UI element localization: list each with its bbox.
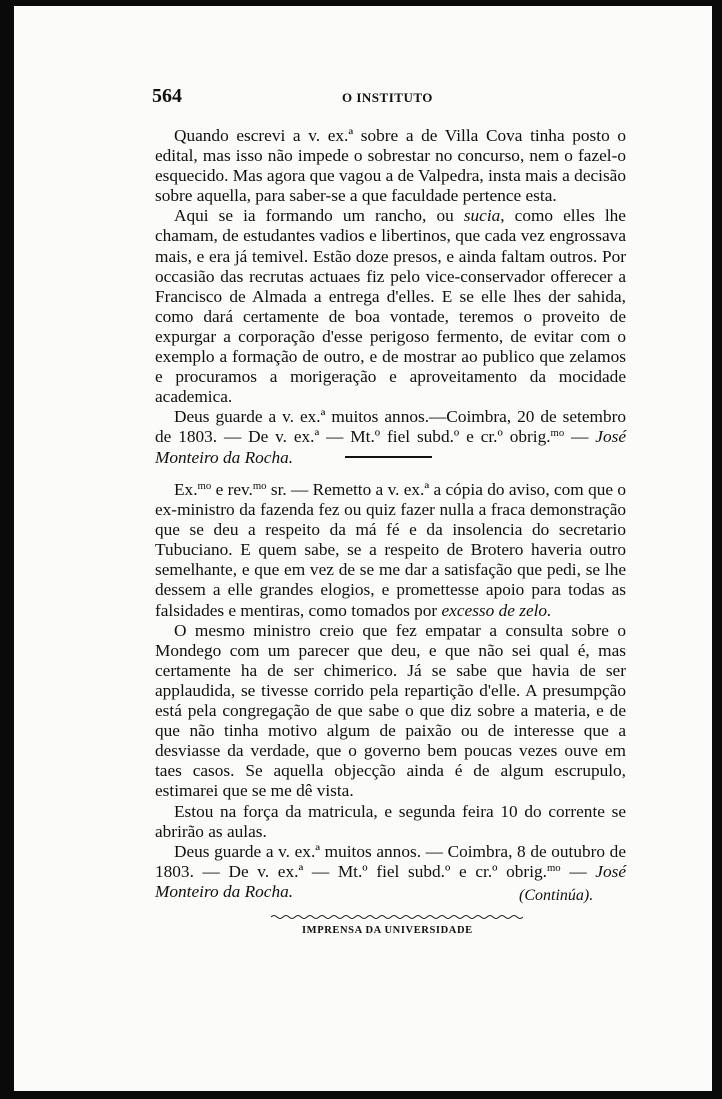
letter-2-closing-text: Deus guarde a v. ex.ª muitos annos. — Coimbra, 8 de outubro de 1803. — De v. ex.ª — Mt.º fiel subd.º e cr.º obrig. xyxy=(155,841,626,881)
letter-1-closing-dash: — xyxy=(564,427,596,447)
continuation-note: (Continúa). xyxy=(519,887,594,904)
letter-2-paragraph-2: O mesmo ministro creio que fez empatar a consulta sobre o Mondego com um parecer que deu, e que não sei qual é, mas certamente ha de ser chimerico. Já se sabe que havia de ser applaudida, se tivesse corrido pela repartição d'elle. A presumpção está pela congregação de que sabe o que diz sobre a materia, e de que não tinha motivo algum de paixão ou de interesse que a desviasse da verdade, que o governo bem poucas vezes ouve em taes casos. Se aquella objecção ainda é de algum escrupulo, estimarei que se me dê vista. xyxy=(155,620,626,801)
letter-2-paragraph-3: Estou na força da matricula, e segunda feira 10 do corrente se abrirão as aulas. xyxy=(155,801,626,841)
letter-1-p2-text-b: , como elles lhe chamam, de estudantes vadios e libertinos, que cada vez engrossava mais, e era já temivel. Estão doze presos, e ainda faltam outros. Por occasião das recrutas actuaes fiz pelo vice-conservador offerecer a Francisco de Almada a entrega d'elles. E se elle lhes der sahida, como dará certamente de boa vontade, teremos o proveito de expurgar a corporação d'esse perigoso fermento, de evitar com o exemplo a formação de outro, e de mostrar ao publico que zelamos e procuramos a morigeração e aproveitamento da mocidade academica. xyxy=(155,206,626,407)
letter-2-p1-text: sr. — Remetto a v. ex.ª a cópia do aviso, com que o ex-ministro da fazenda fez ou quiz fazer nulla a fraca demonstração que se deu a respeito da má fé e da insolencia do secretario Tubuciano. E quem sabe, se a respeito de Brotero haveria outro semelhante, e que em vez de se me dar a satisfação que pedi, se lhe dessem a elle grandes elogios, e promettesse apoio para todas as falsidades e mentiras, como tomados por xyxy=(155,480,626,620)
wavy-rule xyxy=(271,913,523,921)
letter-1-paragraph-2 xyxy=(155,206,626,407)
page-number: 564 xyxy=(152,85,182,107)
letter-2-salutation-ex: Ex. xyxy=(174,480,198,499)
letter-2-closing-superscript: mo xyxy=(546,861,561,874)
letter-1 xyxy=(155,126,626,468)
letter-2-salutation-rev: e rev. xyxy=(211,480,253,499)
letter-1-closing xyxy=(155,407,626,467)
letter-2-salutation-sup-2: mo xyxy=(252,480,267,493)
running-title: O INSTITUTO xyxy=(342,90,433,105)
letter-1-signature: José Monteiro da Rocha. xyxy=(155,427,626,467)
page-header xyxy=(152,85,627,109)
section-divider xyxy=(345,456,432,458)
letter-1-closing-text: Deus guarde a v. ex.ª muitos annos.—Coimbra, 20 de setembro de 1803. — De v. ex.ª — Mt.º fiel subd.º e cr.º obrig. xyxy=(155,407,626,447)
letter-2-closing-dash: — xyxy=(560,861,596,881)
letter-1-paragraph-1: Quando escrevi a v. ex.ª sobre a de Villa Cova tinha posto o edital, mas isso não impede o sobrestar no concurso, nem o fazel-o esquecido. Mas agora que vagou a de Valpedra, insta mais a decisão sobre aquella, para saber-se a que faculdade pertence esta. xyxy=(155,126,626,206)
letter-2-signature: José Monteiro da Rocha. xyxy=(155,861,626,901)
letter-2-salutation-sup-1: mo xyxy=(197,480,212,493)
letter-1-p2-text-a: Aqui se ia formando um rancho, ou xyxy=(174,206,464,226)
letter-1-p2-italic-term: sucia xyxy=(463,206,501,226)
letter-2-paragraph-1 xyxy=(155,480,626,621)
letter-1-closing-superscript: mo xyxy=(550,427,565,440)
printer-imprint: IMPRENSA DA UNIVERSIDADE xyxy=(302,925,473,936)
wavy-rule-path xyxy=(271,916,523,919)
letter-2-p1-italic-phrase: excesso de zelo. xyxy=(441,600,552,620)
letter-2 xyxy=(155,480,626,902)
